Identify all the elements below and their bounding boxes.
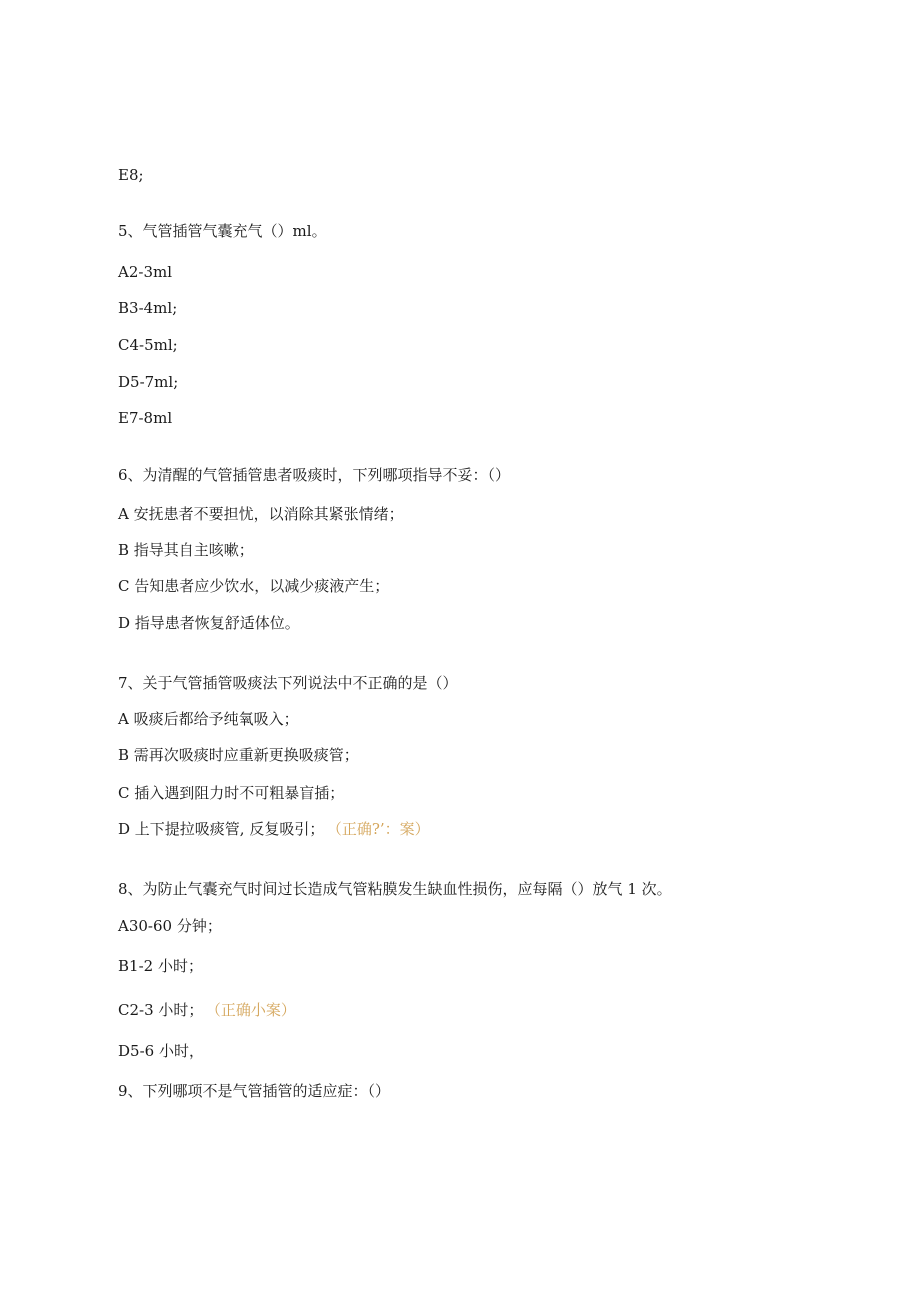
question-5-option-e: E7-8ml <box>118 409 173 427</box>
question-7-option-d-row <box>118 819 430 839</box>
question-7-stem: 7、关于气管插管吸痰法下列说法中不正确的是（） <box>118 674 458 692</box>
question-7-option-a: A 吸痰后都给予纯氧吸入； <box>118 710 299 728</box>
question-8-answer-note: （正确小案） <box>213 1001 296 1019</box>
question-8-option-d: D5-6 小时， <box>118 1042 204 1060</box>
question-8-option-c-row <box>118 1000 296 1020</box>
previous-question-option-e: E8; <box>118 166 144 184</box>
question-7-option-c: C 插入遇到阻力时不可粗暴盲插； <box>118 784 345 802</box>
question-8-option-a: A30-60 分钟； <box>118 917 222 935</box>
question-7-option-d: D 上下提拉吸痰管, 反复吸引； <box>118 820 325 838</box>
question-8-option-c: C2-3 小时； <box>118 1001 204 1019</box>
question-6-option-d: D 指导患者恢复舒适体位。 <box>118 614 300 632</box>
question-8-stem: 8、为防止气囊充气时间过长造成气管粘膜发生缺血性损伤，应每隔（）放气 1 次。 <box>118 880 672 898</box>
question-6-option-c: C 告知患者应少饮水，以减少痰液产生； <box>118 577 390 595</box>
question-7-answer-note: （正确?’：案） <box>334 820 430 838</box>
question-8-option-b: B1-2 小时； <box>118 957 203 975</box>
question-5-stem: 5、气管插管气囊充气（）ml。 <box>118 222 327 240</box>
question-5-option-a: A2-3ml <box>118 263 173 281</box>
question-6-option-a: A 安抚患者不要担忧，以消除其紧张情绪； <box>118 505 404 523</box>
question-5-option-b: B3-4ml; <box>118 299 178 317</box>
question-5-option-d: D5-7ml; <box>118 373 179 391</box>
question-5-option-c: C4-5ml; <box>118 336 178 354</box>
question-6-option-b: B 指导其自主咳嗽； <box>118 541 254 559</box>
question-7-option-b: B 需再次吸痰时应重新更换吸痰管； <box>118 746 359 764</box>
question-9-stem: 9、下列哪项不是气管插管的适应症：（） <box>118 1082 391 1100</box>
question-6-stem: 6、为清醒的气管插管患者吸痰时，下列哪项指导不妥：（） <box>118 466 511 484</box>
